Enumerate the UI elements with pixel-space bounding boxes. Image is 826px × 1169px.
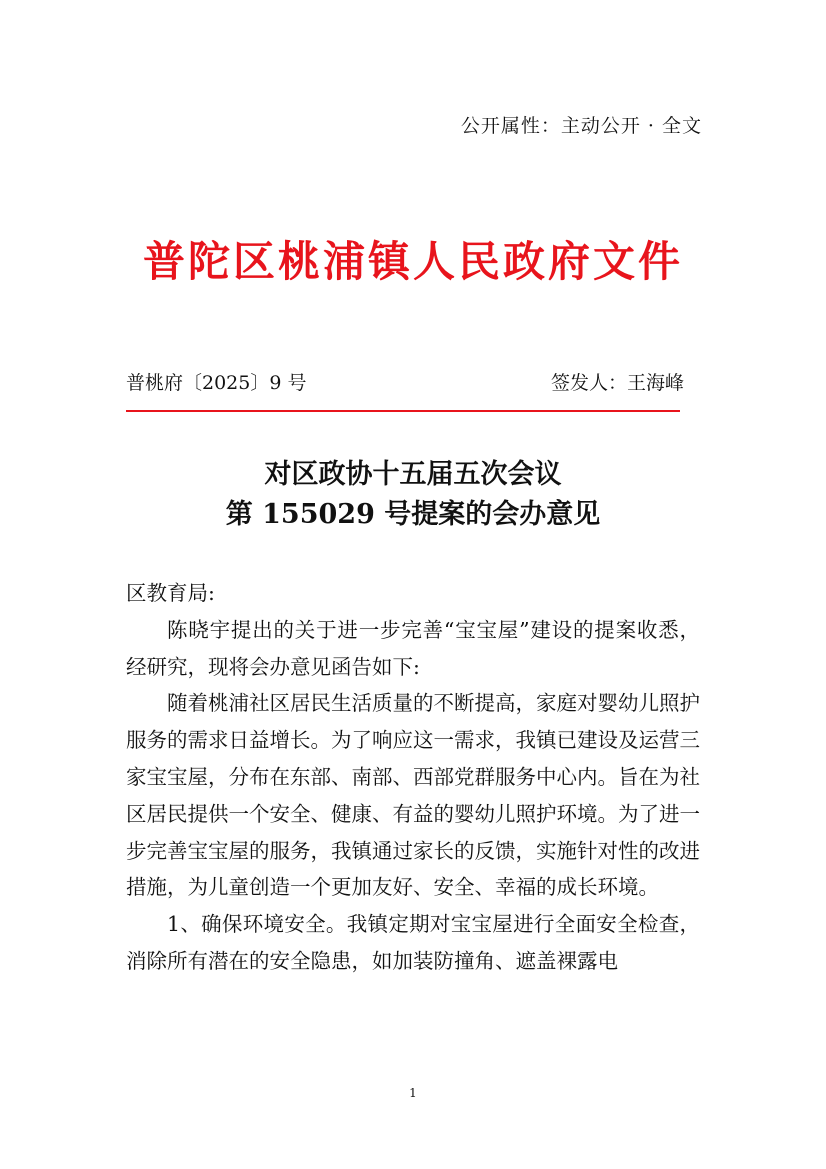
signer xyxy=(551,368,684,395)
addressee: 区教育局: xyxy=(126,581,215,605)
disclosure-attribute: 公开属性：主动公开 · 全文 xyxy=(460,115,702,137)
signer-name: 王海峰 xyxy=(626,372,684,394)
signer-label: 签发人： xyxy=(550,372,627,394)
document-header: 普陀区桃浦镇人民政府文件 xyxy=(142,237,683,286)
red-divider-line xyxy=(126,410,680,412)
body-paragraph: 陈晓宇提出的关于进一步完善“宝宝屋”建设的提案收悉，经研究，现将会办意见函告如下: xyxy=(126,617,700,679)
body-paragraph: 1、确保环境安全。我镇定期对宝宝屋进行全面安全检查，消除所有潜在的安全隐患，如加装防撞角、遮盖裸露电 xyxy=(126,912,700,973)
page-number: 1 xyxy=(409,1086,417,1100)
document-number: 普桃府〔2025〕9 号 xyxy=(126,372,307,394)
body-paragraph: 随着桃浦社区居民生活质量的不断提高，家庭对婴幼儿照护服务的需求日益增长。为了响应这一需求，我镇已建设及运营三家宝宝屋，分布在东部、南部、西部党群服务中心内。旨在为社区居民提供一个安全、健康、有益的婴幼儿照护环境。为了进一步完善宝宝屋的服务，我镇通过家长的反馈，实施针对性的改进措施，为儿童创造一个更加友好、安全、幸福的成长环境。 xyxy=(126,691,700,900)
title-line-2: 第 155029 号提案的会办意见 xyxy=(225,499,601,530)
document-title xyxy=(0,455,826,535)
document-body xyxy=(126,575,700,980)
title-line-1: 对区政协十五届五次会议 xyxy=(264,459,562,490)
